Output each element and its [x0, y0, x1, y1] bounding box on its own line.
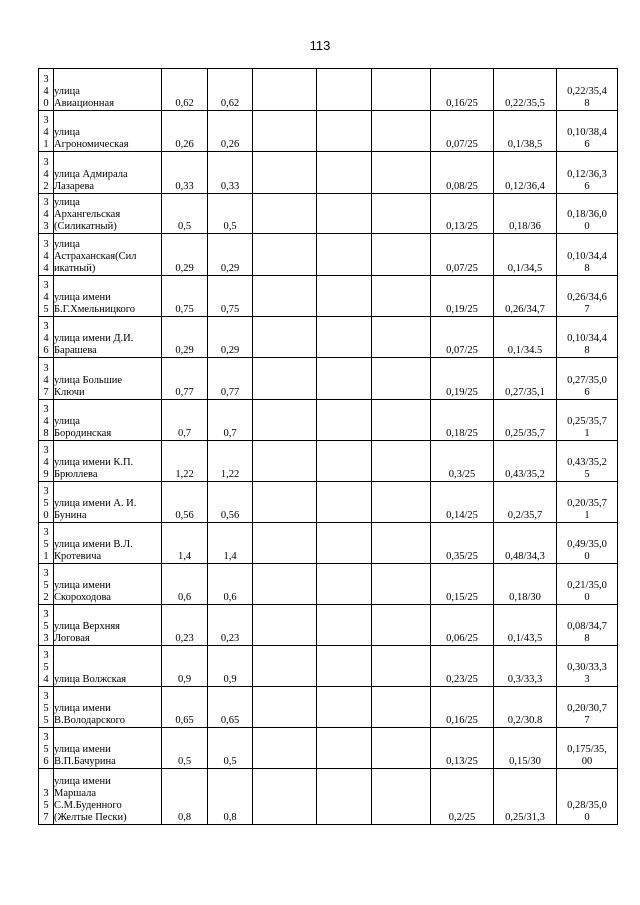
empty-cell	[317, 441, 372, 482]
ratio-c: 0,12/36,3 6	[557, 152, 618, 194]
ratio-c: 0,28/35,0 0	[557, 769, 618, 825]
value-2: 0,62	[208, 69, 253, 111]
table-row	[39, 111, 618, 152]
empty-cell	[317, 111, 372, 152]
empty-cell	[372, 152, 431, 194]
street-name: улица имени Скороходова	[54, 564, 162, 605]
ratio-b: 0,2/35,7	[494, 482, 557, 523]
row-number: 3 5 7	[39, 769, 54, 825]
empty-cell	[317, 564, 372, 605]
ratio-b: 0,3/33,3	[494, 646, 557, 687]
value-2: 0,29	[208, 234, 253, 276]
ratio-a: 0,16/25	[431, 687, 494, 728]
street-name: улица Архангельская (Силикатный)	[54, 194, 162, 234]
page-number: 113	[309, 38, 331, 53]
empty-cell	[372, 564, 431, 605]
table-row	[39, 69, 618, 111]
ratio-c: 0,10/34,4 8	[557, 317, 618, 358]
table-row	[39, 687, 618, 728]
table-row	[39, 523, 618, 564]
ratio-c: 0,18/36,0 0	[557, 194, 618, 234]
ratio-b: 0,18/36	[494, 194, 557, 234]
value-2: 0,33	[208, 152, 253, 194]
value-1: 0,23	[162, 605, 208, 646]
value-1: 0,75	[162, 276, 208, 317]
value-2: 0,5	[208, 728, 253, 769]
empty-cell	[253, 728, 317, 769]
empty-cell	[372, 234, 431, 276]
street-name: улица Волжская	[54, 646, 162, 687]
empty-cell	[253, 358, 317, 400]
table-row	[39, 276, 618, 317]
ratio-c: 0,25/35,7 1	[557, 400, 618, 441]
empty-cell	[372, 482, 431, 523]
ratio-a: 0,08/25	[431, 152, 494, 194]
ratio-b: 0,27/35,1	[494, 358, 557, 400]
value-1: 0,56	[162, 482, 208, 523]
empty-cell	[253, 646, 317, 687]
empty-cell	[372, 646, 431, 687]
empty-cell	[372, 111, 431, 152]
street-name: улица имени В.Л. Кротевича	[54, 523, 162, 564]
ratio-a: 0,07/25	[431, 111, 494, 152]
empty-cell	[253, 69, 317, 111]
ratio-b: 0,43/35,2	[494, 441, 557, 482]
ratio-b: 0,22/35,5	[494, 69, 557, 111]
table-row	[39, 646, 618, 687]
row-number: 3 5 4	[39, 646, 54, 687]
ratio-b: 0,1/43,5	[494, 605, 557, 646]
empty-cell	[372, 728, 431, 769]
value-2: 0,23	[208, 605, 253, 646]
row-number: 3 4 9	[39, 441, 54, 482]
ratio-a: 0,07/25	[431, 234, 494, 276]
empty-cell	[372, 441, 431, 482]
value-2: 1,22	[208, 441, 253, 482]
empty-cell	[372, 194, 431, 234]
ratio-a: 0,16/25	[431, 69, 494, 111]
ratio-c: 0,10/38,4 6	[557, 111, 618, 152]
ratio-c: 0,43/35,2 5	[557, 441, 618, 482]
empty-cell	[372, 276, 431, 317]
value-1: 0,65	[162, 687, 208, 728]
empty-cell	[372, 69, 431, 111]
ratio-b: 0,1/34.5	[494, 317, 557, 358]
table-row	[39, 482, 618, 523]
value-1: 0,5	[162, 194, 208, 234]
table-row	[39, 234, 618, 276]
table-body	[39, 69, 618, 825]
empty-cell	[372, 400, 431, 441]
ratio-a: 0,19/25	[431, 276, 494, 317]
row-number: 3 4 6	[39, 317, 54, 358]
ratio-b: 0,18/30	[494, 564, 557, 605]
table-row	[39, 441, 618, 482]
empty-cell	[253, 441, 317, 482]
row-number: 3 5 3	[39, 605, 54, 646]
street-name: улица Верхняя Логовая	[54, 605, 162, 646]
ratio-b: 0,12/36,4	[494, 152, 557, 194]
ratio-c: 0,22/35,4 8	[557, 69, 618, 111]
empty-cell	[372, 317, 431, 358]
empty-cell	[253, 234, 317, 276]
ratio-c: 0,27/35,0 6	[557, 358, 618, 400]
table-row	[39, 564, 618, 605]
ratio-a: 0,2/25	[431, 769, 494, 825]
table-row	[39, 152, 618, 194]
ratio-c: 0,08/34,7 8	[557, 605, 618, 646]
value-1: 0,33	[162, 152, 208, 194]
table-row	[39, 728, 618, 769]
value-1: 1,22	[162, 441, 208, 482]
empty-cell	[317, 728, 372, 769]
ratio-a: 0,15/25	[431, 564, 494, 605]
row-number: 3 5 5	[39, 687, 54, 728]
ratio-c: 0,175/35, 00	[557, 728, 618, 769]
empty-cell	[253, 111, 317, 152]
value-1: 0,7	[162, 400, 208, 441]
value-1: 0,62	[162, 69, 208, 111]
empty-cell	[253, 276, 317, 317]
empty-cell	[317, 358, 372, 400]
empty-cell	[317, 687, 372, 728]
row-number: 3 4 4	[39, 234, 54, 276]
ratio-c: 0,20/35,7 1	[557, 482, 618, 523]
street-name: улица имени Маршала С.М.Буденного (Желтые Пески)	[54, 769, 162, 825]
empty-cell	[317, 69, 372, 111]
street-name: улица Большие Ключи	[54, 358, 162, 400]
ratio-c: 0,30/33,3 3	[557, 646, 618, 687]
row-number: 3 5 6	[39, 728, 54, 769]
ratio-a: 0,19/25	[431, 358, 494, 400]
street-name: улица имени Б.Г.Хмельницкого	[54, 276, 162, 317]
empty-cell	[372, 523, 431, 564]
value-2: 0,29	[208, 317, 253, 358]
value-2: 0,65	[208, 687, 253, 728]
empty-cell	[253, 523, 317, 564]
empty-cell	[253, 482, 317, 523]
ratio-b: 0,2/30.8	[494, 687, 557, 728]
ratio-b: 0,15/30	[494, 728, 557, 769]
value-2: 0,26	[208, 111, 253, 152]
table-row	[39, 358, 618, 400]
empty-cell	[372, 687, 431, 728]
empty-cell	[317, 194, 372, 234]
row-number: 3 5 1	[39, 523, 54, 564]
street-name: улица Адмирала Лазарева	[54, 152, 162, 194]
empty-cell	[317, 317, 372, 358]
table-row	[39, 769, 618, 825]
value-1: 0,8	[162, 769, 208, 825]
value-2: 0,77	[208, 358, 253, 400]
ratio-c: 0,49/35,0 0	[557, 523, 618, 564]
ratio-c: 0,20/30,7 7	[557, 687, 618, 728]
ratio-b: 0,25/31,3	[494, 769, 557, 825]
ratio-a: 0,14/25	[431, 482, 494, 523]
street-name: улица имени Д.И. Барашева	[54, 317, 162, 358]
value-2: 0,7	[208, 400, 253, 441]
row-number: 3 4 2	[39, 152, 54, 194]
value-1: 0,77	[162, 358, 208, 400]
table-row	[39, 194, 618, 234]
empty-cell	[253, 194, 317, 234]
street-name: улица Авиационная	[54, 69, 162, 111]
empty-cell	[372, 358, 431, 400]
street-name: улица имени А. И. Бунина	[54, 482, 162, 523]
empty-cell	[372, 605, 431, 646]
ratio-c: 0,26/34,6 7	[557, 276, 618, 317]
value-2: 0,8	[208, 769, 253, 825]
streets-table	[38, 68, 618, 825]
value-2: 1,4	[208, 523, 253, 564]
street-name: улица имени В.П.Бачурина	[54, 728, 162, 769]
street-name: улица имени В.Володарского	[54, 687, 162, 728]
ratio-a: 0,3/25	[431, 441, 494, 482]
empty-cell	[317, 646, 372, 687]
table-row	[39, 317, 618, 358]
ratio-a: 0,06/25	[431, 605, 494, 646]
street-name: улица Бородинская	[54, 400, 162, 441]
value-1: 0,29	[162, 234, 208, 276]
ratio-b: 0,25/35,7	[494, 400, 557, 441]
ratio-c: 0,10/34,4 8	[557, 234, 618, 276]
row-number: 3 5 0	[39, 482, 54, 523]
empty-cell	[253, 605, 317, 646]
ratio-a: 0,13/25	[431, 194, 494, 234]
value-2: 0,56	[208, 482, 253, 523]
table-row	[39, 605, 618, 646]
ratio-b: 0,1/38,5	[494, 111, 557, 152]
empty-cell	[253, 564, 317, 605]
row-number: 3 4 7	[39, 358, 54, 400]
ratio-a: 0,35/25	[431, 523, 494, 564]
empty-cell	[317, 234, 372, 276]
empty-cell	[253, 400, 317, 441]
value-1: 0,5	[162, 728, 208, 769]
value-2: 0,75	[208, 276, 253, 317]
empty-cell	[372, 769, 431, 825]
street-name: улица имени К.П. Брюллева	[54, 441, 162, 482]
empty-cell	[253, 769, 317, 825]
street-name: улица Агрономическая	[54, 111, 162, 152]
empty-cell	[317, 482, 372, 523]
empty-cell	[317, 523, 372, 564]
value-1: 0,29	[162, 317, 208, 358]
value-2: 0,9	[208, 646, 253, 687]
value-1: 0,6	[162, 564, 208, 605]
ratio-c: 0,21/35,0 0	[557, 564, 618, 605]
ratio-a: 0,07/25	[431, 317, 494, 358]
value-2: 0,6	[208, 564, 253, 605]
empty-cell	[317, 152, 372, 194]
ratio-b: 0,26/34,7	[494, 276, 557, 317]
empty-cell	[317, 769, 372, 825]
ratio-a: 0,23/25	[431, 646, 494, 687]
ratio-a: 0,18/25	[431, 400, 494, 441]
row-number: 3 4 1	[39, 111, 54, 152]
row-number: 3 4 5	[39, 276, 54, 317]
ratio-b: 0,48/34,3	[494, 523, 557, 564]
ratio-b: 0,1/34,5	[494, 234, 557, 276]
value-1: 1,4	[162, 523, 208, 564]
empty-cell	[317, 400, 372, 441]
table-row	[39, 400, 618, 441]
value-2: 0,5	[208, 194, 253, 234]
row-number: 3 4 3	[39, 194, 54, 234]
ratio-a: 0,13/25	[431, 728, 494, 769]
street-name: улица Астраханская(Сил икатный)	[54, 234, 162, 276]
row-number: 3 4 0	[39, 69, 54, 111]
empty-cell	[253, 152, 317, 194]
empty-cell	[253, 317, 317, 358]
empty-cell	[317, 276, 372, 317]
value-1: 0,26	[162, 111, 208, 152]
empty-cell	[317, 605, 372, 646]
row-number: 3 5 2	[39, 564, 54, 605]
value-1: 0,9	[162, 646, 208, 687]
empty-cell	[253, 687, 317, 728]
row-number: 3 4 8	[39, 400, 54, 441]
